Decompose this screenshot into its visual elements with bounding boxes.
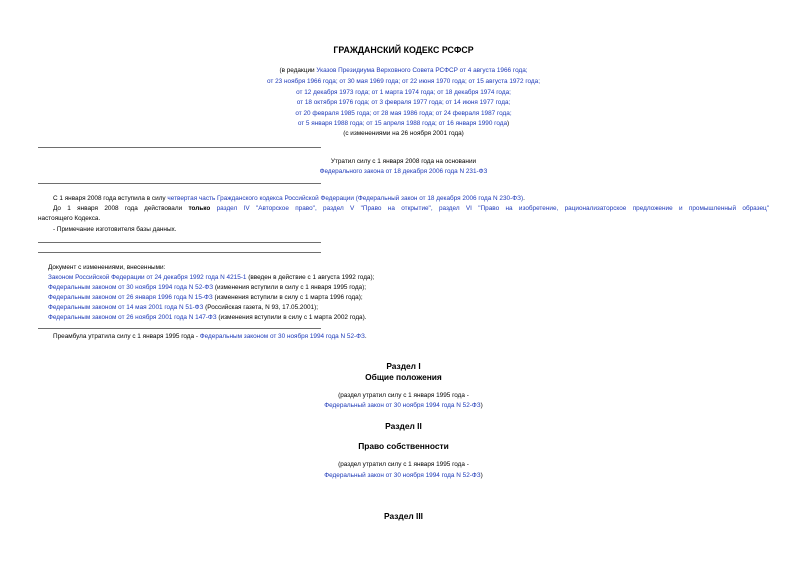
change-item: Федеральным законом от 26 января 1996 года N 15-ФЗ (изменения вступили в силу с 1 марта 1996 года); [48,294,363,301]
note-paragraph-2-end: настоящего Кодекса. [38,215,101,222]
divider [38,242,321,243]
section-lost-note: (раздел утратил силу с 1 января 1995 года - [338,461,469,468]
change-item: Федеральным законом от 26 ноября 2001 года N 147-ФЗ (изменения вступили в силу с 1 марта 2002 года). [48,314,367,321]
document-title: ГРАЖДАНСКИЙ КОДЕКС РСФСР [333,45,474,55]
section-law-line: Федеральный закон от 30 ноября 1994 года N 52-ФЗ) [324,402,483,409]
divider [38,328,321,329]
change-law-link[interactable]: Федеральным законом от 26 января 1996 года N 15-ФЗ [48,294,213,301]
civil-code-part4-link[interactable]: четвертая часть Гражданского кодекса Российской Федерации (Федеральный закон от 18 декабря 2006 года N 230-ФЗ) [167,195,524,202]
change-law-link[interactable]: Федеральным законом от 30 ноября 1994 года N 52-ФЗ [48,284,214,291]
edition-line-5[interactable]: от 20 февраля 1985 года; от 28 мая 1986 года; от 24 февраля 1987 года; [295,110,512,117]
edition-decree-link[interactable]: Указов Президиума Верховного Совета РСФСР от 4 августа 1966 года; [316,67,528,74]
edition-line-1: (в редакции Указов Президиума Верховного Совета РСФСР от 4 августа 1966 года; [279,67,528,74]
divider [38,183,321,184]
change-law-link[interactable]: Федеральным законом от 14 мая 2001 года N 51-ФЗ [48,304,204,311]
section-heading: Раздел II [385,421,422,431]
section-law-link[interactable]: Федеральный закон от 30 ноября 1994 года N 52-ФЗ [324,402,481,409]
section-subtitle: Общие положения [365,372,442,382]
section-heading: Раздел III [383,511,423,521]
change-law-link[interactable]: Законом Российской Федерации от 24 декабря 1992 года N 4215-1 [48,274,247,281]
change-item: Федеральным законом от 30 ноября 1994 года N 52-ФЗ (изменения вступили в силу с 1 января 1995 года); [48,284,367,291]
expired-law-link[interactable]: Федерального закона от 18 декабря 2006 года N 231-ФЗ [319,168,488,175]
section-law-line: Федеральный закон от 30 ноября 1994 года N 52-ФЗ) [324,472,483,479]
change-item: Законом Российской Федерации от 24 декабря 1992 года N 4215-1 (введен в действие с 1 августа 1992 года); [48,274,375,281]
change-law-link[interactable]: Федеральным законом от 26 ноября 2001 года N 147-ФЗ [48,314,217,321]
edition-line-2[interactable]: от 23 ноября 1966 года; от 30 мая 1969 года; от 22 июня 1970 года; от 15 августа 1972 года; [267,78,540,85]
edition-dates-link[interactable]: от 5 января 1988 года; от 15 апреля 1988 года; от 16 января 1990 года [297,120,508,127]
sections-link[interactable]: раздел IV "Авторское право", раздел V "Право на открытие", раздел VI "Право на изобретение, рационализаторское предложение и промышленный образец" [216,205,769,212]
divider [38,252,321,253]
edition-line-3[interactable]: от 12 декабря 1973 года; от 1 марта 1974 года; от 18 декабря 1974 года; [296,89,511,96]
section-law-link[interactable]: Федеральный закон от 30 ноября 1994 года N 52-ФЗ [324,472,481,479]
db-maker-note: - Примечание изготовителя базы данных. [53,226,177,233]
change-item: Федеральным законом от 14 мая 2001 года N 51-ФЗ (Российская газета, N 93, 17.05.2001); [48,304,319,311]
note-paragraph-2: До 1 января 2008 года действовали только раздел IV "Авторское право", раздел V "Право на открытие", раздел VI "Право на изобретение, рационализаторское предложение и промышленный образец" [53,205,769,212]
edition-line-4[interactable]: от 18 октября 1976 года; от 3 февраля 1977 года; от 14 июня 1977 года; [296,99,511,106]
edition-amended: (с изменениями на 26 ноября 2001 года) [343,130,464,137]
preamble-note: Преамбула утратила силу с 1 января 1995 года - Федеральным законом от 30 ноября 1994 года N 52-ФЗ. [53,333,367,340]
section-heading: Раздел I [386,361,421,371]
expired-notice: Утратил силу с 1 января 2008 года на основании [330,158,477,165]
divider [38,147,321,148]
preamble-law-link[interactable]: Федеральным законом от 30 ноября 1994 года N 52-ФЗ [199,333,365,340]
section-subtitle: Право собственности [358,441,449,451]
note-paragraph-1: С 1 января 2008 года вступила в силу четвертая часть Гражданского кодекса Российской Федерации (Федеральный закон от 18 декабря 2006 года N 230-ФЗ). [53,195,525,202]
edition-line-6: от 5 января 1988 года; от 15 апреля 1988 года; от 16 января 1990 года) [297,120,510,127]
changes-header: Документ с изменениями, внесенными: [48,264,166,271]
section-lost-note: (раздел утратил силу с 1 января 1995 года - [338,392,469,399]
